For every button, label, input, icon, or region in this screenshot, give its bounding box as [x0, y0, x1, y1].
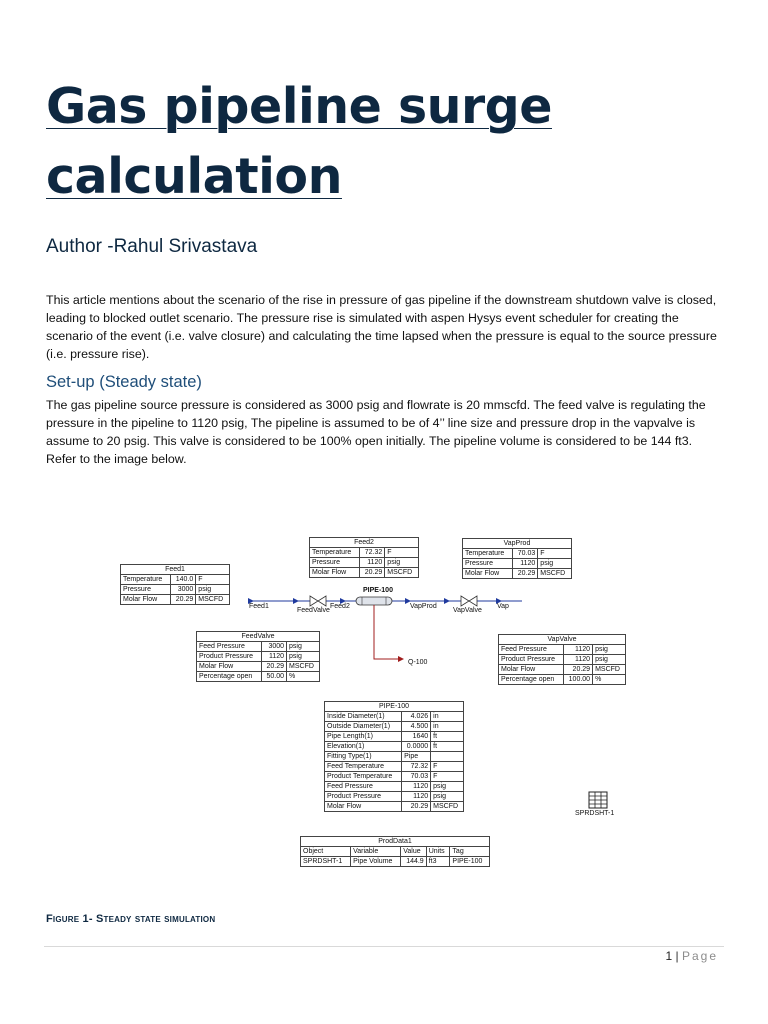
table-row — [121, 585, 230, 595]
row-value: 1120 — [402, 792, 431, 802]
table-row — [325, 802, 464, 812]
column-header: Tag — [450, 847, 490, 857]
section-heading: Set-up (Steady state) — [46, 373, 202, 391]
table-row — [325, 732, 464, 742]
energy-stream-line — [374, 605, 400, 659]
table-row — [463, 559, 572, 569]
feed-valve-icon — [310, 596, 326, 606]
row-value: 20.29 — [402, 802, 431, 812]
pipe-table — [324, 701, 464, 812]
label-sprdsht: SPRDSHT-1 — [575, 810, 615, 817]
row-unit: psig — [431, 782, 464, 792]
page-word: Page — [681, 949, 718, 963]
row-label: Pressure — [121, 585, 171, 595]
row-label: Molar Flow — [197, 662, 262, 672]
table-row — [325, 752, 464, 762]
column-header: Units — [426, 847, 450, 857]
row-label: Temperature — [121, 575, 171, 585]
row-label: Temperature — [310, 548, 360, 558]
energy-arrow-icon — [398, 656, 404, 662]
feed1-table — [120, 564, 230, 605]
row-value: 20.29 — [170, 595, 195, 605]
row-unit: psig — [196, 585, 230, 595]
table-header-row — [301, 847, 490, 857]
row-value: 50.00 — [262, 672, 287, 682]
row-unit: MSCFD — [593, 665, 626, 675]
row-label: Product Temperature — [325, 772, 402, 782]
cell: PIPE-100 — [450, 857, 490, 867]
table-row — [325, 742, 464, 752]
label-q100: Q-100 — [408, 659, 428, 666]
row-label: Feed Pressure — [499, 645, 564, 655]
flowsheet-figure — [0, 530, 768, 875]
row-value: 140.0 — [170, 575, 195, 585]
row-unit: MSCFD — [287, 662, 320, 672]
table-row — [310, 548, 419, 558]
intro-paragraph: This article mentions about the scenario of the rise in pressure of gas pipeline if the downstream shutdown valve is closed, leading to blocked outlet scenario. The pressure rise is simulated with aspen Hysys event scheduler for creating the scenario of the event (i.e. valve closure) and calculating the time lapsed when the pressure is equal to the source pressure (i.e. pressure rise). — [46, 293, 717, 361]
row-unit: MSCFD — [431, 802, 464, 812]
table-row — [197, 642, 320, 652]
table-row — [499, 655, 626, 665]
pipe-segment-icon — [356, 597, 392, 605]
row-label: Fitting Type(1) — [325, 752, 402, 762]
table-row — [310, 558, 419, 568]
arrow-icon — [444, 598, 450, 604]
table-row — [121, 595, 230, 605]
table-title: VapProd — [463, 539, 572, 549]
row-label: Percentage open — [499, 675, 564, 685]
row-unit: % — [287, 672, 320, 682]
label-pipe: PIPE-100 — [363, 587, 393, 594]
row-label: Product Pressure — [499, 655, 564, 665]
cell: Pipe Volume — [351, 857, 401, 867]
table-title: ProdData1 — [301, 837, 490, 847]
column-header: Variable — [351, 847, 401, 857]
table-row — [310, 568, 419, 578]
row-unit: psig — [538, 559, 572, 569]
row-unit: psig — [431, 792, 464, 802]
row-unit — [431, 752, 464, 762]
row-unit: F — [196, 575, 230, 585]
row-unit: F — [431, 762, 464, 772]
row-unit: psig — [385, 558, 419, 568]
table-row — [325, 782, 464, 792]
row-unit: ft — [431, 732, 464, 742]
document-title — [46, 72, 726, 212]
feedvalve-table — [196, 631, 320, 682]
page-separator: | — [675, 949, 679, 963]
row-unit: psig — [593, 655, 626, 665]
row-unit: MSCFD — [538, 569, 572, 579]
row-label: Feed Pressure — [325, 782, 402, 792]
row-value: 4.026 — [402, 712, 431, 722]
row-value: 3000 — [262, 642, 287, 652]
row-label: Molar Flow — [463, 569, 513, 579]
author-line: Author -Rahul Srivastava — [46, 236, 258, 257]
row-value: 1120 — [359, 558, 384, 568]
row-label: Feed Pressure — [197, 642, 262, 652]
table-title: Feed2 — [310, 538, 419, 548]
page-number: 1 — [665, 949, 673, 963]
row-unit: in — [431, 712, 464, 722]
table-row — [325, 722, 464, 732]
row-label: Molar Flow — [499, 665, 564, 675]
row-unit: F — [385, 548, 419, 558]
row-label: Pipe Length(1) — [325, 732, 402, 742]
label-vapvalve: VapValve — [453, 607, 482, 614]
row-value: 1120 — [512, 559, 537, 569]
arrow-icon — [293, 598, 299, 604]
row-label: Pressure — [463, 559, 513, 569]
row-label: Elevation(1) — [325, 742, 402, 752]
cell: SPRDSHT-1 — [301, 857, 351, 867]
column-header: Object — [301, 847, 351, 857]
row-label: Temperature — [463, 549, 513, 559]
spreadsheet-icon — [589, 792, 607, 808]
row-value: 70.03 — [512, 549, 537, 559]
vapprod-table — [462, 538, 572, 579]
row-label: Inside Diameter(1) — [325, 712, 402, 722]
row-value: 70.03 — [402, 772, 431, 782]
table-row — [499, 665, 626, 675]
row-unit: in — [431, 722, 464, 732]
table-title: Feed1 — [121, 565, 230, 575]
row-value: 100.00 — [564, 675, 593, 685]
table-row — [197, 672, 320, 682]
row-label: Product Pressure — [325, 792, 402, 802]
row-unit: ft — [431, 742, 464, 752]
cell: 144.9 — [401, 857, 426, 867]
label-vap: Vap — [497, 603, 509, 610]
table-title: FeedValve — [197, 632, 320, 642]
row-value: 1120 — [402, 782, 431, 792]
label-feed1: Feed1 — [249, 603, 269, 610]
feed2-table — [309, 537, 419, 578]
table-row — [499, 645, 626, 655]
table-row — [463, 549, 572, 559]
row-unit: F — [431, 772, 464, 782]
row-value: 3000 — [170, 585, 195, 595]
label-feed2: Feed2 — [330, 603, 350, 610]
row-label: Feed Temperature — [325, 762, 402, 772]
row-label: Molar Flow — [121, 595, 171, 605]
row-label: Product Pressure — [197, 652, 262, 662]
row-unit: psig — [287, 642, 320, 652]
row-value: 20.29 — [564, 665, 593, 675]
row-unit: % — [593, 675, 626, 685]
title-line-1: Gas pipeline surge — [46, 78, 552, 135]
page-footer — [665, 949, 718, 963]
setup-paragraph: The gas pipeline source pressure is considered as 3000 psig and flowrate is 20 mmscfd. The feed valve is regulating the pressure in the pipeline to 1120 psig, The pipeline is assumed to be of 4’’ line size and pressure drop in the vapvalve is assume to 20 psig. This valve is considered to be 100% open initially. The pipeline volume is considered to be 144 ft3. Refer to the image below. — [46, 398, 706, 466]
table-row — [121, 575, 230, 585]
row-label: Pressure — [310, 558, 360, 568]
footer-divider — [44, 946, 724, 947]
table-row — [325, 712, 464, 722]
table-title: VapValve — [499, 635, 626, 645]
label-vapprod: VapProd — [410, 603, 437, 610]
table-row — [325, 772, 464, 782]
row-value: 72.32 — [359, 548, 384, 558]
column-header: Value — [401, 847, 426, 857]
row-value: 20.29 — [512, 569, 537, 579]
row-label: Molar Flow — [310, 568, 360, 578]
row-label: Outside Diameter(1) — [325, 722, 402, 732]
row-value: 1120 — [262, 652, 287, 662]
row-unit: MSCFD — [196, 595, 230, 605]
vapvalve-table — [498, 634, 626, 685]
label-feed-valve: FeedValve — [297, 607, 330, 614]
table-row — [301, 857, 490, 867]
row-value: 1120 — [564, 655, 593, 665]
title-line-2: calculation — [46, 148, 342, 205]
row-value: 1120 — [564, 645, 593, 655]
row-unit: psig — [593, 645, 626, 655]
row-value: 72.32 — [402, 762, 431, 772]
table-title: PIPE-100 — [325, 702, 464, 712]
table-row — [197, 662, 320, 672]
figure-caption: Figure 1- Steady state simulation — [46, 913, 216, 925]
cell: ft3 — [426, 857, 450, 867]
row-value: 20.29 — [359, 568, 384, 578]
row-unit: MSCFD — [385, 568, 419, 578]
table-row — [325, 792, 464, 802]
row-value: Pipe — [402, 752, 431, 762]
row-value: 0.0000 — [402, 742, 431, 752]
table-row — [197, 652, 320, 662]
row-value: 1640 — [402, 732, 431, 742]
table-row — [325, 762, 464, 772]
row-value: 20.29 — [262, 662, 287, 672]
table-row — [463, 569, 572, 579]
row-unit: psig — [287, 652, 320, 662]
proddata-table — [300, 836, 490, 867]
row-value: 4.500 — [402, 722, 431, 732]
table-row — [499, 675, 626, 685]
row-label: Percentage open — [197, 672, 262, 682]
row-label: Molar Flow — [325, 802, 402, 812]
vap-valve-icon — [461, 596, 477, 606]
row-unit: F — [538, 549, 572, 559]
